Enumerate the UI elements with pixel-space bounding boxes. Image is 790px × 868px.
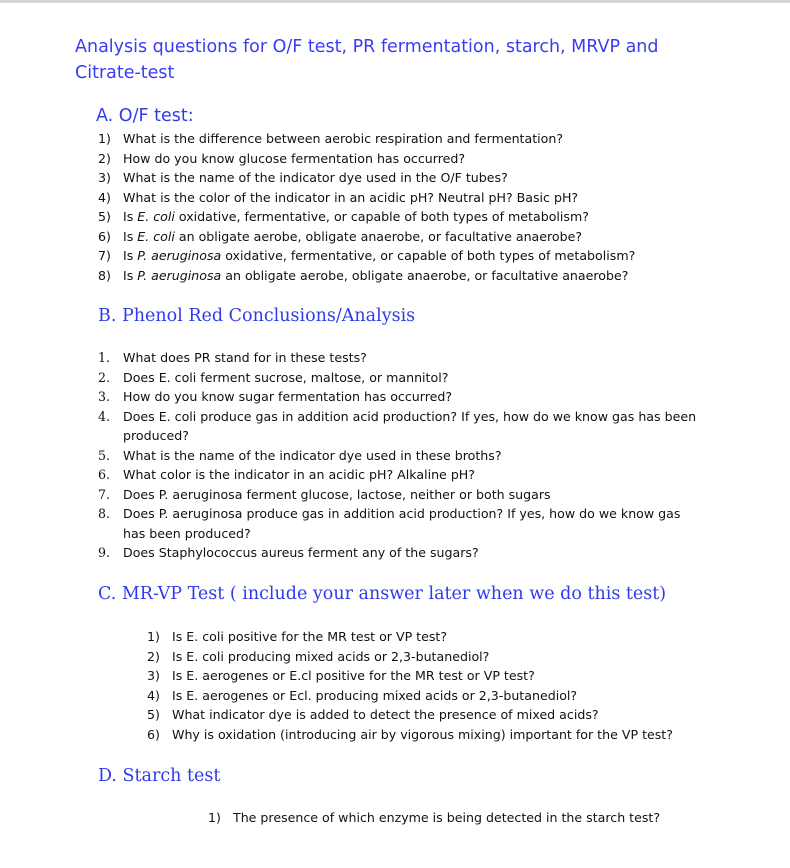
item-number: 8) xyxy=(98,267,111,283)
item-text: What indicator dye is added to detect the presence of mixed acids? xyxy=(172,707,599,722)
item-text: Does Staphylococcus aureus ferment any of the sugars? xyxy=(123,545,479,560)
item-text: Is E. aerogenes or Ecl. producing mixed acids or 2,3-butanediol? xyxy=(172,687,578,703)
section-d-list xyxy=(208,808,768,828)
item-number: 7. xyxy=(98,486,111,502)
list-item xyxy=(147,725,767,745)
list-item xyxy=(98,407,698,446)
list-item xyxy=(98,485,698,505)
item-text: How do you know sugar fermentation has occurred? xyxy=(123,389,453,404)
item-text-post: oxidative, fermentative, or capable of both types of metabolism? xyxy=(221,248,636,263)
item-text-post: an obligate aerobe, obligate anaerobe, or facultative anaerobe? xyxy=(174,228,583,244)
section-b-list xyxy=(98,348,698,563)
list-item xyxy=(98,168,738,188)
item-text: Does P. aeruginosa ferment glucose, lactose, neither or both sugars xyxy=(123,486,551,502)
organism-name: P. aeruginosa xyxy=(137,267,222,283)
page-top-border xyxy=(0,0,790,3)
item-number: 4. xyxy=(98,408,111,424)
section-c-heading: C. MR-VP Test ( include your answer later when we do this test) xyxy=(98,584,667,604)
item-number: 1) xyxy=(147,629,160,644)
organism-name: E. coli xyxy=(137,209,175,224)
section-a-heading: A. O/F test: xyxy=(96,106,194,126)
list-item xyxy=(98,504,698,543)
section-b-heading: B. Phenol Red Conclusions/Analysis xyxy=(98,306,416,326)
item-text: The presence of which enzyme is being detected in the starch test? xyxy=(233,810,661,825)
list-item xyxy=(98,149,738,169)
item-text: How do you know glucose fermentation has occurred? xyxy=(123,150,466,166)
list-item xyxy=(98,543,698,563)
item-number: 3) xyxy=(147,668,160,683)
item-text: What color is the indicator in an acidic pH? Alkaline pH? xyxy=(123,467,475,482)
item-number: 3. xyxy=(98,389,111,404)
document-title: Analysis questions for O/F test, PR fermentation, starch, MRVP and Citrate-test xyxy=(75,37,659,83)
section-d-heading: D. Starch test xyxy=(98,766,221,786)
section-c-list xyxy=(147,627,767,744)
list-item xyxy=(147,666,767,686)
item-number: 6) xyxy=(98,228,111,244)
item-text-pre: Is xyxy=(123,209,138,224)
item-text-pre: Is xyxy=(123,248,138,263)
item-number: 4) xyxy=(147,687,160,703)
list-item xyxy=(98,387,698,407)
item-number: 5. xyxy=(98,447,111,463)
list-item xyxy=(98,129,738,149)
list-item xyxy=(208,808,768,828)
list-item xyxy=(98,246,738,266)
item-text-post: oxidative, fermentative, or capable of both types of metabolism? xyxy=(174,209,589,224)
item-text: Is E. aerogenes or E.cl positive for the MR test or VP test? xyxy=(172,668,535,683)
organism-name: P. aeruginosa xyxy=(137,248,222,263)
item-number: 9. xyxy=(98,545,111,560)
item-text-pre: Is xyxy=(123,228,138,244)
item-number: 5) xyxy=(147,707,160,722)
list-item xyxy=(147,647,767,667)
item-number: 2. xyxy=(98,369,111,385)
section-a-list xyxy=(98,129,738,285)
list-item xyxy=(98,207,738,227)
item-text: What is the name of the indicator dye used in the O/F tubes? xyxy=(123,170,508,185)
list-item xyxy=(147,686,767,706)
organism-name: E. coli xyxy=(137,228,175,244)
item-text: Does E. coli ferment sucrose, maltose, or mannitol? xyxy=(123,369,449,385)
item-number: 6) xyxy=(147,726,160,742)
item-number: 2) xyxy=(147,648,160,664)
item-number: 7) xyxy=(98,248,111,263)
item-number: 6. xyxy=(98,467,111,482)
list-item xyxy=(147,705,767,725)
item-text: What is the difference between aerobic respiration and fermentation? xyxy=(123,131,564,146)
item-number: 5) xyxy=(98,209,111,224)
item-text: Does E. coli produce gas in addition acid production? If yes, how do we know gas has been produced? xyxy=(123,408,697,443)
list-item xyxy=(147,627,767,647)
item-text: What is the color of the indicator in an acidic pH? Neutral pH? Basic pH? xyxy=(123,189,579,205)
list-item xyxy=(98,465,698,485)
item-number: 4) xyxy=(98,189,111,205)
item-number: 3) xyxy=(98,170,111,185)
item-text-pre: Is xyxy=(123,267,138,283)
item-number: 1. xyxy=(98,350,111,365)
list-item xyxy=(98,348,698,368)
item-number: 2) xyxy=(98,150,111,166)
list-item xyxy=(98,188,738,208)
item-text: Why is oxidation (introducing air by vigorous mixing) important for the VP test? xyxy=(172,726,673,742)
item-number: 1) xyxy=(208,810,221,825)
item-text: Is E. coli positive for the MR test or VP test? xyxy=(172,629,448,644)
item-text-post: an obligate aerobe, obligate anaerobe, or facultative anaerobe? xyxy=(221,267,629,283)
list-item xyxy=(98,266,738,286)
list-item xyxy=(98,446,698,466)
list-item xyxy=(98,368,698,388)
item-text: What does PR stand for in these tests? xyxy=(123,350,367,365)
item-text: Does P. aeruginosa produce gas in addition acid production? If yes, how do we know gas has been produced? xyxy=(123,506,681,541)
item-number: 1) xyxy=(98,131,111,146)
list-item xyxy=(98,227,738,247)
item-text: What is the name of the indicator dye used in these broths? xyxy=(123,447,502,463)
item-number: 8. xyxy=(98,506,111,521)
item-text: Is E. coli producing mixed acids or 2,3-butanediol? xyxy=(172,648,490,664)
